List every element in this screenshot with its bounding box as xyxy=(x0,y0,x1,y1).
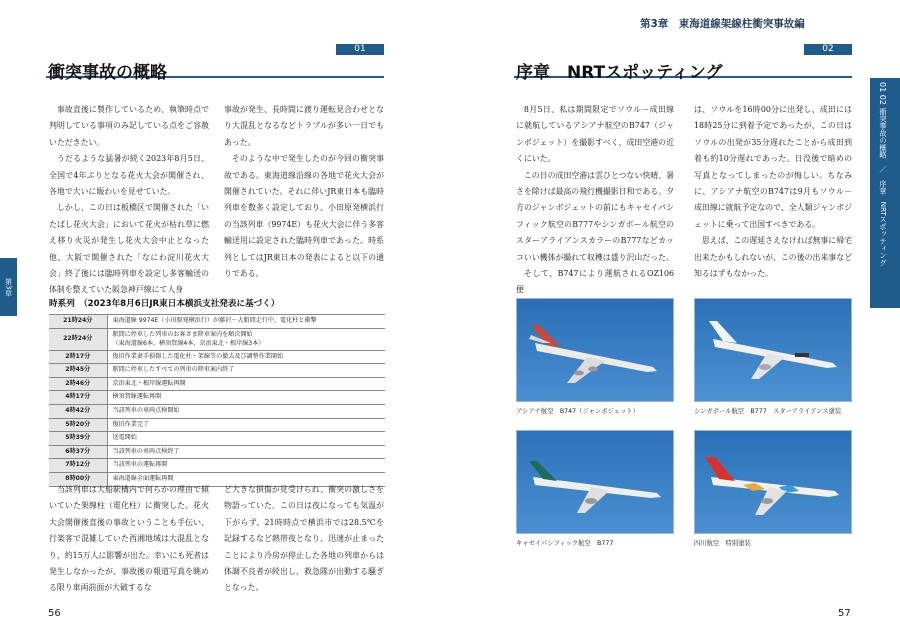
page-number-left: 56 xyxy=(48,608,61,619)
airplane-icon xyxy=(695,299,852,402)
side-strip-text: 衝突事故の概略 ／ 序章 NRTスポッティング xyxy=(879,108,888,267)
time-cell: 2時46分 xyxy=(49,377,107,391)
event-cell: 送電開始 xyxy=(107,432,385,446)
event-line: （東海道線6本、横須賀線4本、京浜東北・根岸線3本） xyxy=(112,340,265,348)
left-body-col-3 xyxy=(49,482,209,597)
side-strip-numbers: 01 02 xyxy=(878,82,887,105)
photo-singapore-b777 xyxy=(694,298,852,402)
paragraph: しかし、この日は板橋区で開催された「いたばし花火大会」において花火が枯れ草に燃え移り火災が発生し花火大会中止となった他、大阪で開催された「なにわ淀川花火大会」終了後には臨時列車を設定し多客輸送の体制を整えていた阪急神戸線にて人身 xyxy=(49,203,209,295)
photo-caption: シンガポール航空 B777 スターアライアンス塗装 xyxy=(694,408,842,415)
page-number-right: 57 xyxy=(838,608,851,619)
right-body-col-1 xyxy=(516,102,674,299)
table-row xyxy=(49,391,385,405)
time-cell: 4時17分 xyxy=(49,391,107,405)
paragraph: この日の成田空港は雲ひとつない快晴、暑さを除けば最高の飛行機撮影日和である。夕方のジャンボジェットの前にもキャセイパシフィック航空のB777やシンガポール航空のスターアライアンスカラーのB777などカッコいい機体が撮れて収穫は盛り沢山だった。 xyxy=(516,170,674,262)
paragraph: 思えば、この遅延さえなければ無事に帰宅出来たかもしれないが、この後の出来事など知るはずもなかった。 xyxy=(694,236,852,279)
event-cell: 東海道線全面運転再開 xyxy=(107,472,385,486)
time-cell: 5時39分 xyxy=(49,432,107,446)
chapter-side-tab xyxy=(0,258,17,316)
timeline-title: 時系列 （2023年8月6日JR東日本横浜支社発表に基づく） xyxy=(49,299,280,309)
photo-asiana-b747 xyxy=(516,298,674,402)
paragraph: うだるような猛暑が続く2023年8月5日、全国で4年ぶりとなる花火大会が開催され、各地で大いに賑わいを見せていた。 xyxy=(49,154,209,197)
time-cell: 2時17分 xyxy=(49,350,107,364)
chapter-header: 第3章 東海道線架線柱衝突事故編 xyxy=(640,18,805,30)
paragraph: そして、B747により運航されるOZ106便 xyxy=(516,269,674,295)
right-body-col-2 xyxy=(694,102,852,282)
paragraph: 事故が発生、長時間に渡り運転見合わせとなり大混乱となるなどトラブルが多い一日でもあった。 xyxy=(224,105,384,147)
time-cell: 5時20分 xyxy=(49,418,107,432)
section-side-strip xyxy=(870,78,900,308)
table-row xyxy=(49,404,385,418)
time-cell: 8時00分 xyxy=(49,472,107,486)
section-number-02: 02 xyxy=(804,44,852,55)
photo-caption: アシアナ航空 B747（ジャンボジェット） xyxy=(516,408,639,415)
table-row xyxy=(49,432,385,446)
photo-cathay-b777 xyxy=(516,430,674,534)
paragraph: は、ソウルを16時00分に出発し、成田には18時25分に到着予定であったが、この日はソウルの出発が35分遅れたことから成田到着も約10分遅れであった。日没後で暗めの写真となってしまったのが悔しい。ちなみに、アシアナ航空のB747は9月もソウル－成田線に就航予定なので、全人類ジャンボジェットに乗って出国すべきである。 xyxy=(694,105,852,229)
table-row xyxy=(49,445,385,459)
time-cell: 6時37分 xyxy=(49,445,107,459)
airplane-icon xyxy=(517,299,674,402)
time-cell: 21時24分 xyxy=(49,315,107,329)
event-cell: 当該列車の運転再開 xyxy=(107,459,385,473)
photo-caption: 四川航空 特別塗装 xyxy=(694,540,751,547)
table-row xyxy=(49,350,385,364)
event-cell: 復旧作業妻手損傷した電化柱・架線等の撤去及び調整作業開始 xyxy=(107,350,385,364)
airplane-icon xyxy=(517,431,674,534)
time-cell: 4時42分 xyxy=(49,404,107,418)
event-cell: 当該列車の車両点検終了 xyxy=(107,445,385,459)
time-cell: 22時24分 xyxy=(49,328,107,350)
timeline-table xyxy=(49,314,385,487)
event-cell: 駅間に停車したすべての列車の降車案内終了 xyxy=(107,364,385,378)
section-header-01 xyxy=(46,44,384,83)
photo-caption: キャセイパシフィック航空 B777 xyxy=(516,540,614,547)
left-body-col-4 xyxy=(224,482,384,597)
event-cell: 復旧作業完了 xyxy=(107,418,385,432)
event-line: 駅間に停車した列車のお客さま降車案内を順次開始 xyxy=(112,330,253,338)
paragraph: ど大きな損傷が見受けられ、衝突の激しさを物語っていた。この日は夜になっても気温が下がらず、21時時点で横浜市では28.5℃を記録するなど熱帯夜となり、迅速が止まったことにより冷房が停止した各地の列車からは体調不良者が続出し、救急隊が出動する騒ぎとなった。 xyxy=(224,485,384,593)
table-row xyxy=(49,315,385,329)
table-row xyxy=(49,418,385,432)
table-row xyxy=(49,364,385,378)
paragraph: 8月5日、私は期間限定でソウル－成田線に就航しているアシアナ航空のB747（ジャンボジェット）を撮影すべく、成田空港の近くにいた。 xyxy=(516,105,674,164)
table-row xyxy=(49,377,385,391)
section-number-01: 01 xyxy=(336,44,384,55)
time-cell: 2時45分 xyxy=(49,364,107,378)
paragraph: 事故直後に製作しているため、執筆時点で判明している事項のみ記している点をご容赦いただきたい。 xyxy=(49,105,209,147)
airplane-icon xyxy=(695,431,852,534)
section-title-02: 序章 NRTスポッティング xyxy=(516,63,723,83)
table-row xyxy=(49,459,385,473)
paragraph: 当該列車は大船駅構内で何らかの理由で傾いていた架線柱（電化柱）に衝突した。花火大会開催後直後の事故ということも手伝い、行楽客で混雑していた西湘地域は大混乱となり、約15万人に影響が出た。幸いにも死者は発生しなかったが、事故後の報道写真を眺める限り車両前面が大破するな xyxy=(49,485,209,593)
chapter-side-tab-label: 第3章 xyxy=(4,277,13,297)
table-row xyxy=(49,328,385,350)
left-body-col-1 xyxy=(49,102,209,299)
event-cell: 東海道線 9974E（小田原発横浜行）が藤沢－大船間走行中、電化柱と衝撃 xyxy=(107,315,385,329)
event-cell: 横須賀線運転再開 xyxy=(107,391,385,405)
paragraph: そのような中で発生したのが今回の衝突事故である。東海道線沿線の各地で花火大会が開催されていた。それに伴いJR東日本も臨時列車を数多く設定しており、小田原発横浜行の当該列車（9974E）も花火大会に伴う多客輸送用に設定された臨時列車であった。時系列としてはJR東日本の発表によると以下の通りである。 xyxy=(224,154,384,279)
time-cell: 7時12分 xyxy=(49,459,107,473)
left-body-col-2 xyxy=(224,102,384,282)
section-title-01: 衝突事故の概略 xyxy=(48,63,167,83)
event-cell: 当該列車の車両点検開始 xyxy=(107,404,385,418)
event-cell: 京浜東北・根岸線運転再開 xyxy=(107,377,385,391)
photo-sichuan-special xyxy=(694,430,852,534)
section-header-02 xyxy=(514,44,852,83)
event-cell xyxy=(107,328,385,350)
